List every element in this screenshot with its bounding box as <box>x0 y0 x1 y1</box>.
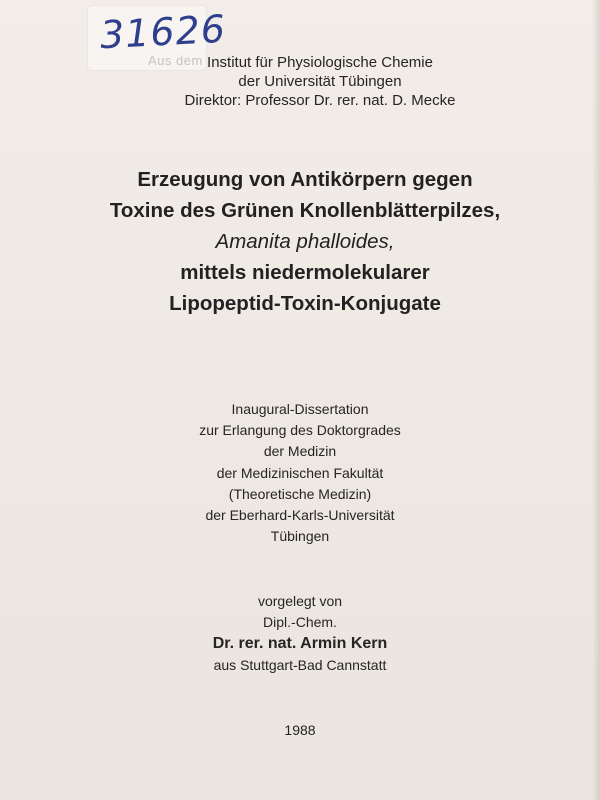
thesis-title <box>40 164 570 319</box>
author-origin: aus Stuttgart-Bad Cannstatt <box>213 657 387 673</box>
title-line-1: Erzeugung von Antikörpern gegen <box>137 168 473 191</box>
dissertation-statement <box>110 399 490 547</box>
dissertation-line: Inaugural-Dissertation <box>231 401 369 417</box>
university-name: der Universität Tübingen <box>238 73 402 90</box>
director-line: Direktor: Professor Dr. rer. nat. D. Mecke <box>184 92 456 109</box>
publication-year: 1988 <box>284 722 316 738</box>
dissertation-line: der Medizin <box>263 443 337 460</box>
dissertation-line: zur Erlangung des Doktorgrades <box>199 422 401 439</box>
dissertation-line: (Theoretische Medizin) <box>228 485 372 502</box>
handwritten-catalog-number: 31626 <box>98 6 227 58</box>
presented-by: vorgelegt von <box>257 593 343 609</box>
title-line-4: mittels niedermolekularer <box>180 261 430 284</box>
institute-header <box>150 53 490 110</box>
institute-name: Institut für Physiologische Chemie <box>207 54 433 71</box>
dissertation-line: der Eberhard-Karls-Universität <box>205 507 395 524</box>
title-line-2: Toxine des Grünen Knollenblätterpilzes, <box>109 199 501 222</box>
dissertation-line: der Medizinischen Fakultät <box>216 464 384 481</box>
dissertation-line: Tübingen <box>270 528 330 545</box>
faded-stamp-text: Aus dem <box>148 53 203 68</box>
title-species: Amanita phalloides, <box>215 230 395 253</box>
author-name: Dr. rer. nat. Armin Kern <box>212 635 388 652</box>
page-edge-shadow <box>592 0 600 800</box>
author-block <box>110 591 490 676</box>
title-line-5: Lipopeptid-Toxin-Konjugate <box>169 292 441 315</box>
author-degree: Dipl.-Chem. <box>263 614 337 630</box>
